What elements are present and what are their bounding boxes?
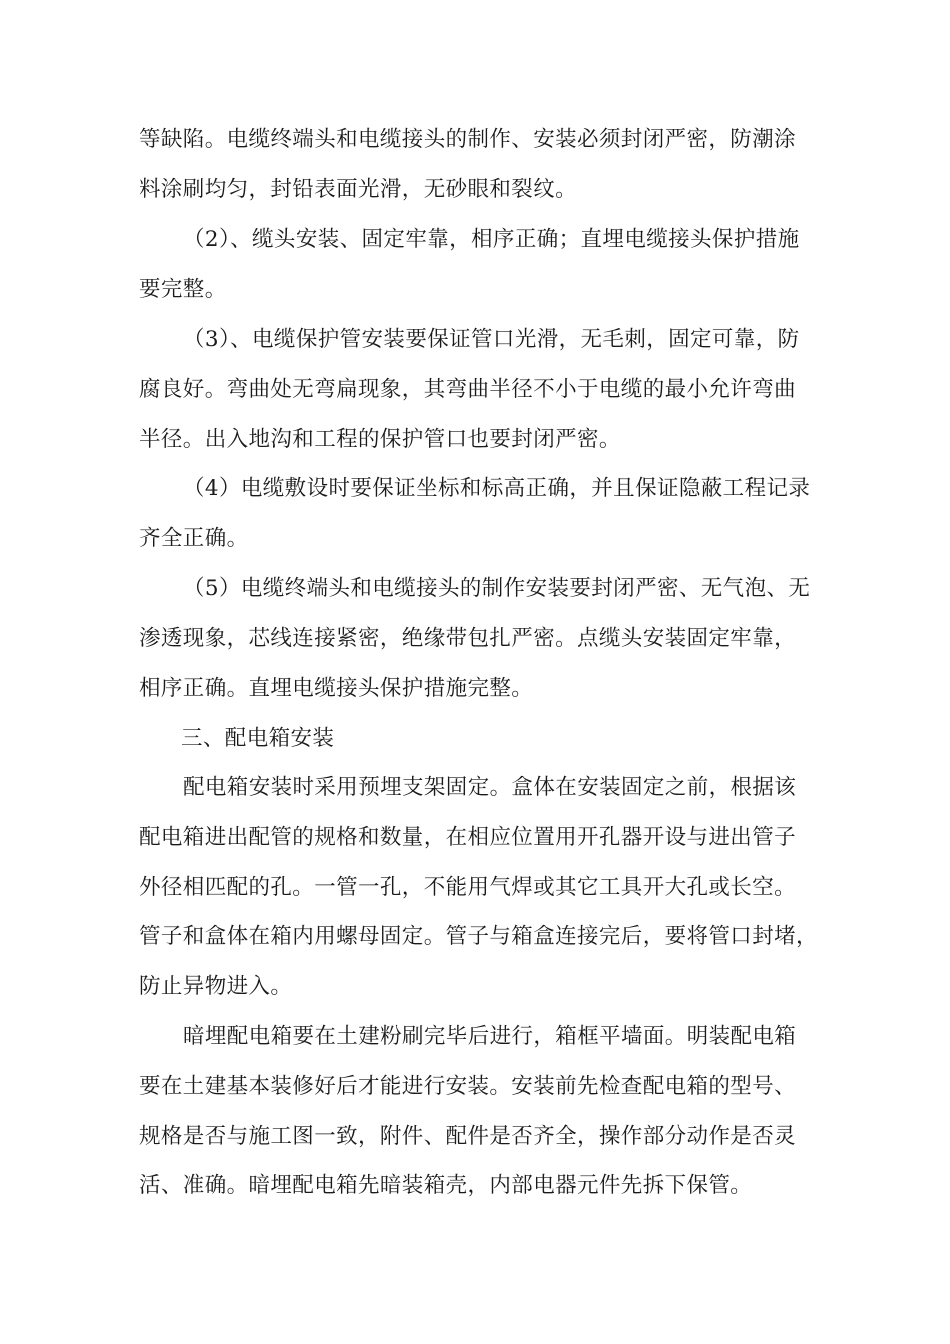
list-item-5-line: 渗透现象，芯线连接紧密，绝缘带包扎严密。点缆头安装固定牢靠， bbox=[139, 626, 797, 651]
list-item-2-line: 要完整。 bbox=[139, 277, 227, 302]
list-item-3-line: （3）、电缆保护管安装要保证管口光滑，无毛刺，固定可靠，防 bbox=[183, 327, 800, 352]
list-item-4-line: 齐全正确。 bbox=[139, 526, 249, 551]
paragraph-line: 暗埋配电箱要在土建粉刷完毕后进行，箱框平墙面。明装配电箱 bbox=[183, 1024, 797, 1049]
paragraph-line: 料涂刷均匀，封铅表面光滑，无砂眼和裂纹。 bbox=[139, 177, 578, 202]
paragraph-line: 管子和盒体在箱内用螺母固定。管子与箱盒连接完后，要将管口封堵， bbox=[139, 924, 818, 949]
list-item-5-line: （5）电缆终端头和电缆接头的制作安装要封闭严密、无气泡、无 bbox=[183, 576, 811, 601]
section-heading: 三、配电箱安装 bbox=[181, 726, 335, 751]
paragraph-line: 活、准确。暗埋配电箱先暗装箱壳，内部电器元件先拆下保管。 bbox=[139, 1173, 753, 1198]
list-item-4-line: （4）电缆敷设时要保证坐标和标高正确，并且保证隐蔽工程记录 bbox=[183, 476, 811, 501]
list-item-3-line: 半径。出入地沟和工程的保护管口也要封闭严密。 bbox=[139, 427, 621, 452]
paragraph-line: 规格是否与施工图一致，附件、配件是否齐全，操作部分动作是否灵 bbox=[139, 1124, 797, 1149]
list-item-3-line: 腐良好。弯曲处无弯扁现象，其弯曲半径不小于电缆的最小允许弯曲 bbox=[139, 377, 797, 402]
paragraph-line: 配电箱进出配管的规格和数量，在相应位置用开孔器开设与进出管子 bbox=[139, 825, 797, 850]
paragraph-line: 配电箱安装时采用预埋支架固定。盒体在安装固定之前，根据该 bbox=[183, 775, 797, 800]
list-item-5-line: 相序正确。直埋电缆接头保护措施完整。 bbox=[139, 676, 534, 701]
paragraph-line: 要在土建基本装修好后才能进行安装。安装前先检查配电箱的型号、 bbox=[139, 1074, 797, 1099]
paragraph-line: 外径相匹配的孔。一管一孔，不能用气焊或其它工具开大孔或长空。 bbox=[139, 875, 797, 900]
list-item-2-line: （2）、缆头安装、固定牢靠，相序正确；直埋电缆接头保护措施 bbox=[183, 227, 800, 252]
paragraph-line: 防止异物进入。 bbox=[139, 974, 293, 999]
paragraph-line: 等缺陷。电缆终端头和电缆接头的制作、安装必须封闭严密，防潮涂 bbox=[139, 127, 797, 152]
